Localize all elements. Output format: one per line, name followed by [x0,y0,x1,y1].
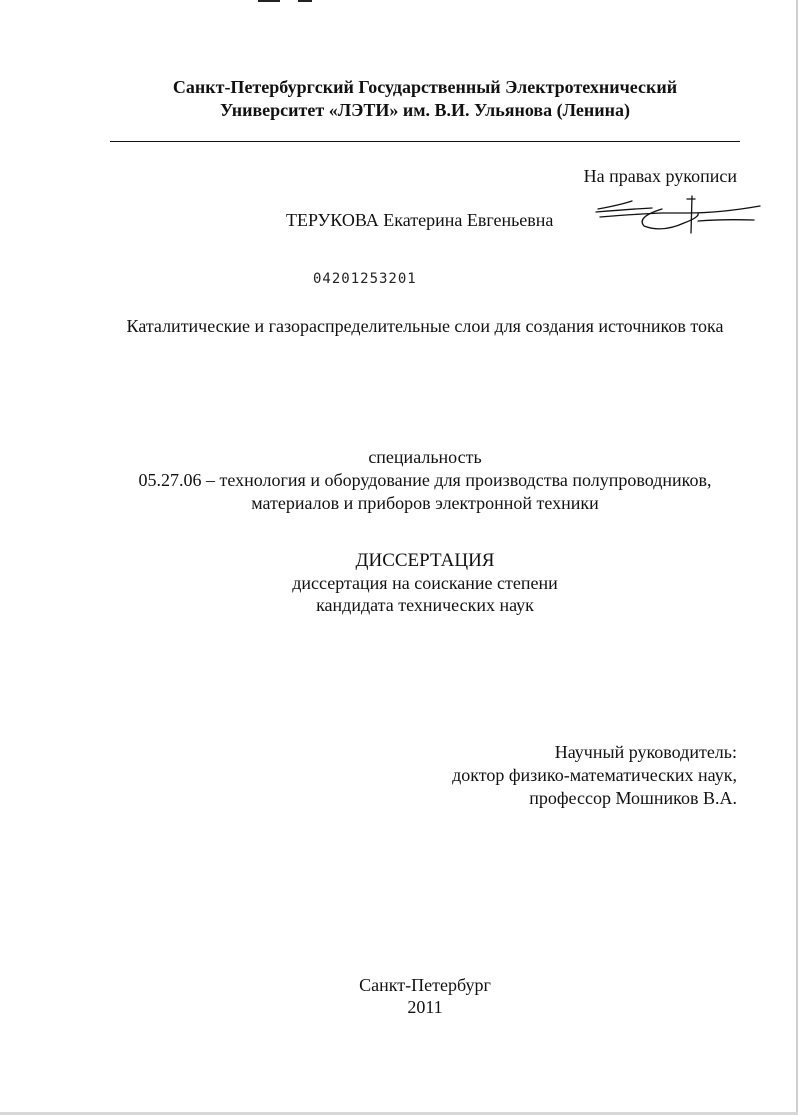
specialty-block [90,446,760,515]
thesis-title: Каталитические и газораспределительные слои для создания источников тока [126,316,724,336]
specialty-line-2: материалов и приборов электронной техники [251,493,599,513]
footer-year: 2011 [407,997,443,1017]
dissertation-block [90,550,760,616]
specialty-label: специальность [368,447,482,467]
supervisor-degree: доктор физико-математических наук, [452,765,737,785]
scan-artifact-top-right [298,0,312,2]
supervisor-label: Научный руководитель: [554,742,737,762]
signature-image [592,193,762,239]
university-line-1: Санкт-Петербургский Государственный Электротехнический [172,77,678,97]
specialty-line-1: 05.27.06 – технология и оборудование для производства полупроводников, [138,470,712,490]
author-name: ТЕРУКОВА Екатерина Евгеньевна [286,210,554,230]
footer-block [250,974,600,1018]
supervisor-block [337,741,737,810]
dissertation-title: ДИССЕРТАЦИЯ [355,550,495,571]
dissertation-line-2: кандидата технических наук [316,595,534,615]
supervisor-name: профессор Мошников В.А. [529,788,737,808]
header-divider [110,141,740,142]
university-line-2: Университет «ЛЭТИ» им. В.И. Ульянова (Ленина) [219,100,631,120]
footer-city: Санкт-Петербург [359,975,491,995]
dissertation-line-1: диссертация на соискание степени [292,573,558,593]
manuscript-note: На правах рукописи [583,166,737,186]
university-header [110,76,740,122]
registration-number: 04201253201 [313,271,417,287]
scan-artifact-top-left [258,0,280,2]
